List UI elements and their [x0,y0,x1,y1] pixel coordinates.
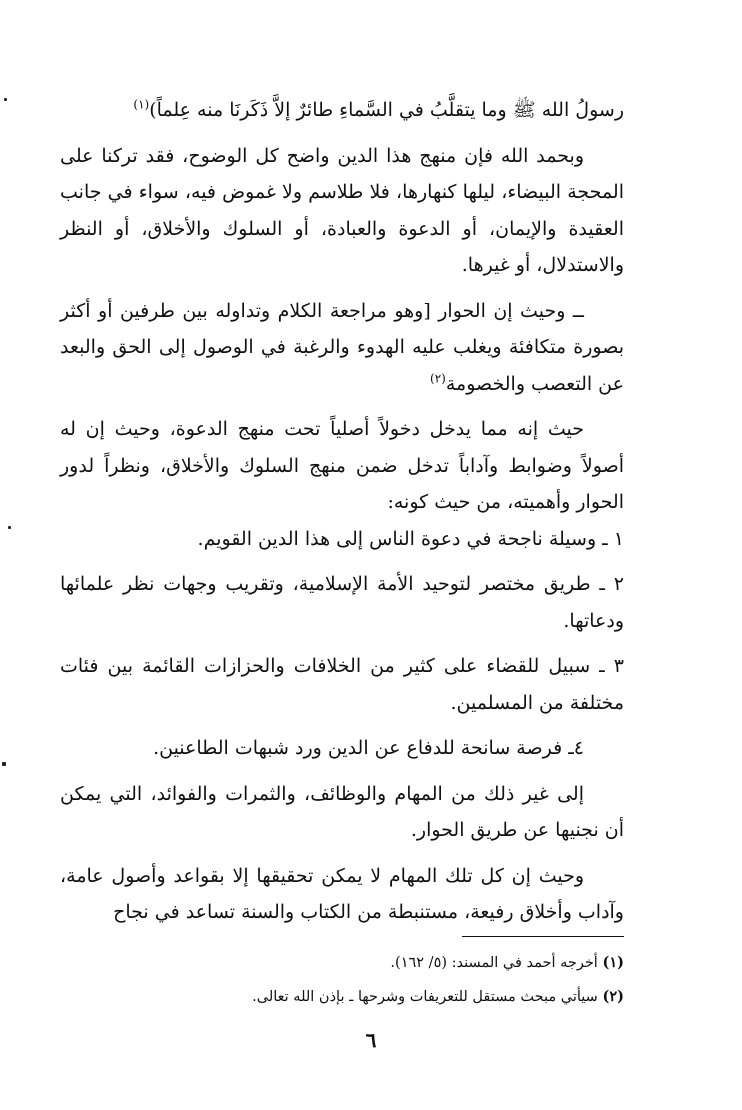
list-item: ٤ـ فرصة سانحة للدفاع عن الدين ورد شبهات الطاعنين. [153,737,584,759]
paragraph-1-text: رسولُ الله ﷺ وما يتقلَّبُ في السَّماءِ طائرٌ إلاَّ ذَكَرنَا منه عِلماً) [149,99,624,121]
footnote-text: أخرجه أحمد في المسند: (٥/ ١٦٢). [390,955,598,971]
paragraph-6: وحيث إن كل تلك المهام لا يمكن تحقيقها إلا بقواعد وأصول عامة، وآداب وأخلاق رفيعة، مستنبطة من الكتاب والسنة تساعد في نجاح [60,864,624,923]
paragraph-4: حيث إنه مما يدخل دخولاً أصلياً تحت منهج الدعوة، وحيث إن له أصولاً وضوابط وآداباً تدخل ضمن منهج السلوك والأخلاق، ونظراً لدور الحوار وأهميته، من حيث كونه: [60,418,624,513]
list-item: ٣ ـ سبيل للقضاء على كثير من الخلافات والحزازات القائمة بين فئات مختلفة من المسلمين. [60,655,624,714]
paragraph-3-text: ــ وحيث إن الحوار [وهو مراجعة الكلام وتداوله بين طرفين أو أكثر بصورة متكافئة ويغلب عليه الهدوء والرغبة في الوصول إلى الحق والبعد عن التعصب والخصومة [60,299,624,395]
scan-mark-lower [2,762,6,766]
paragraph-2: وبحمد الله فإن منهج هذا الدين واضح كل الوضوح، فقد تركنا على المحجة البيضاء، ليلها كنهارها، فلا طلاسم ولا غموض فيه، سواء في جانب العقيدة والإيمان، أو الدعوة والعبادة، أو السلوك والأخلاق، أو النظر والاستدلال، أو غيرها. [60,144,624,276]
footnotes [60,946,624,1014]
numbered-list [60,521,624,767]
list-item: ١ ـ وسيلة ناجحة في دعوة الناس إلى هذا الدين القويم. [197,527,624,550]
body-text [60,92,624,940]
list-item: ٢ ـ طريق مختصر لتوحيد الأمة الإسلامية، وتقريب وجهات نظر علمائها ودعاتها. [60,573,624,632]
scan-mark-mid [8,526,11,529]
footnote-number: (٢) [602,988,624,1005]
paragraph-3 [60,293,624,403]
footnote-2 [60,980,624,1014]
footnote-1 [60,946,624,980]
footnote-ref-2: (٢) [430,371,446,386]
footnote-ref-1: (١) [133,97,150,112]
paragraph-5: إلى غير ذلك من المهام والوظائف، والثمرات والفوائد، التي يمكن أن نجنيها عن طريق الحوار. [60,782,624,841]
footnote-divider [462,936,624,937]
footnote-text: سيأتي مبحث مستقل للتعريفات وشرحها ـ بإذن الله تعالى. [252,989,598,1005]
paragraph-1 [60,92,624,129]
footnote-number: (١) [602,954,624,971]
scan-mark-top [4,98,7,101]
page-number: ٦ [365,1028,377,1052]
